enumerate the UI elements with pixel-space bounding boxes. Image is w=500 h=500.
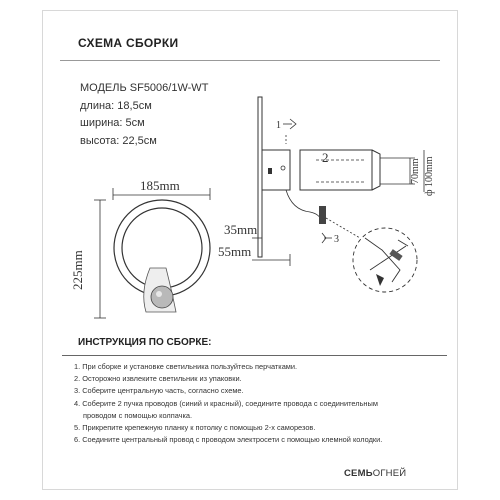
instructions-divider (62, 355, 447, 356)
depth-35-label: 35mm (224, 222, 258, 237)
mounting-plate (300, 150, 372, 190)
callout-2: 2 (322, 150, 329, 165)
detail-terminal (389, 249, 402, 261)
bracket-height-label: 70mm (410, 158, 421, 184)
front-width-label: 185mm (140, 178, 180, 193)
ball-highlight (156, 291, 162, 297)
spec-length: длина: 18,5см (80, 99, 152, 112)
instruction-step: 1. При сборке и установке светильника пользуйтесь перчатками. (74, 362, 298, 371)
wiring-detail (326, 218, 417, 292)
instructions-title: ИНСТРУКЦИЯ ПО СБОРКЕ: (78, 337, 212, 348)
detail-wire-1 (365, 238, 400, 282)
side-switch (268, 168, 272, 174)
plate-diameter-label: ф 100mm (424, 156, 435, 196)
instruction-step-continuation: проводом с помощью колпачка. (83, 410, 193, 420)
brand-logo-bold: СЕМЬ (344, 468, 373, 479)
instruction-step: 6. Соедините центральный провод с проводом электросети с помощью клемной колодки. (74, 435, 383, 445)
front-height-label: 225mm (70, 250, 85, 290)
front-view (70, 178, 210, 318)
spec-width: ширина: 5см (80, 117, 145, 129)
detail-leader (326, 218, 360, 238)
detail-clip (376, 274, 384, 286)
instruction-step: 4. Соберите 2 пучка проводов (синий и красный), соедините провода с соединительным (74, 398, 378, 408)
brand-logo (344, 468, 406, 479)
page-title: СХЕМА СБОРКИ (78, 36, 179, 50)
callout-1: 1 (276, 120, 281, 131)
side-rod (258, 97, 262, 257)
side-wire (286, 190, 322, 222)
depth-55-label: 55mm (218, 244, 252, 259)
instructions-list (74, 361, 454, 446)
spec-model: МОДЕЛЬ SF5006/1W-WT (80, 82, 209, 94)
detail-strand (398, 240, 408, 246)
spec-height: высота: 22,5см (80, 134, 157, 147)
plate-bracket (372, 150, 380, 190)
side-base-block (262, 150, 290, 190)
brand-logo-rest: ОГНЕЙ (372, 468, 407, 479)
instruction-step: 3. Соберите центральную часть, согласно схеме. (74, 386, 244, 396)
mounting-plate-view (300, 150, 435, 196)
wire-connector (319, 206, 326, 224)
instruction-step: 2. Осторожно извлеките светильник из упаковки. (74, 374, 242, 384)
base-ball (151, 286, 173, 308)
instruction-step: 5. Прикрепите крепежную планку к потолку с помощью 2-х саморезов. (74, 423, 316, 433)
callout-3: 3 (334, 234, 339, 245)
